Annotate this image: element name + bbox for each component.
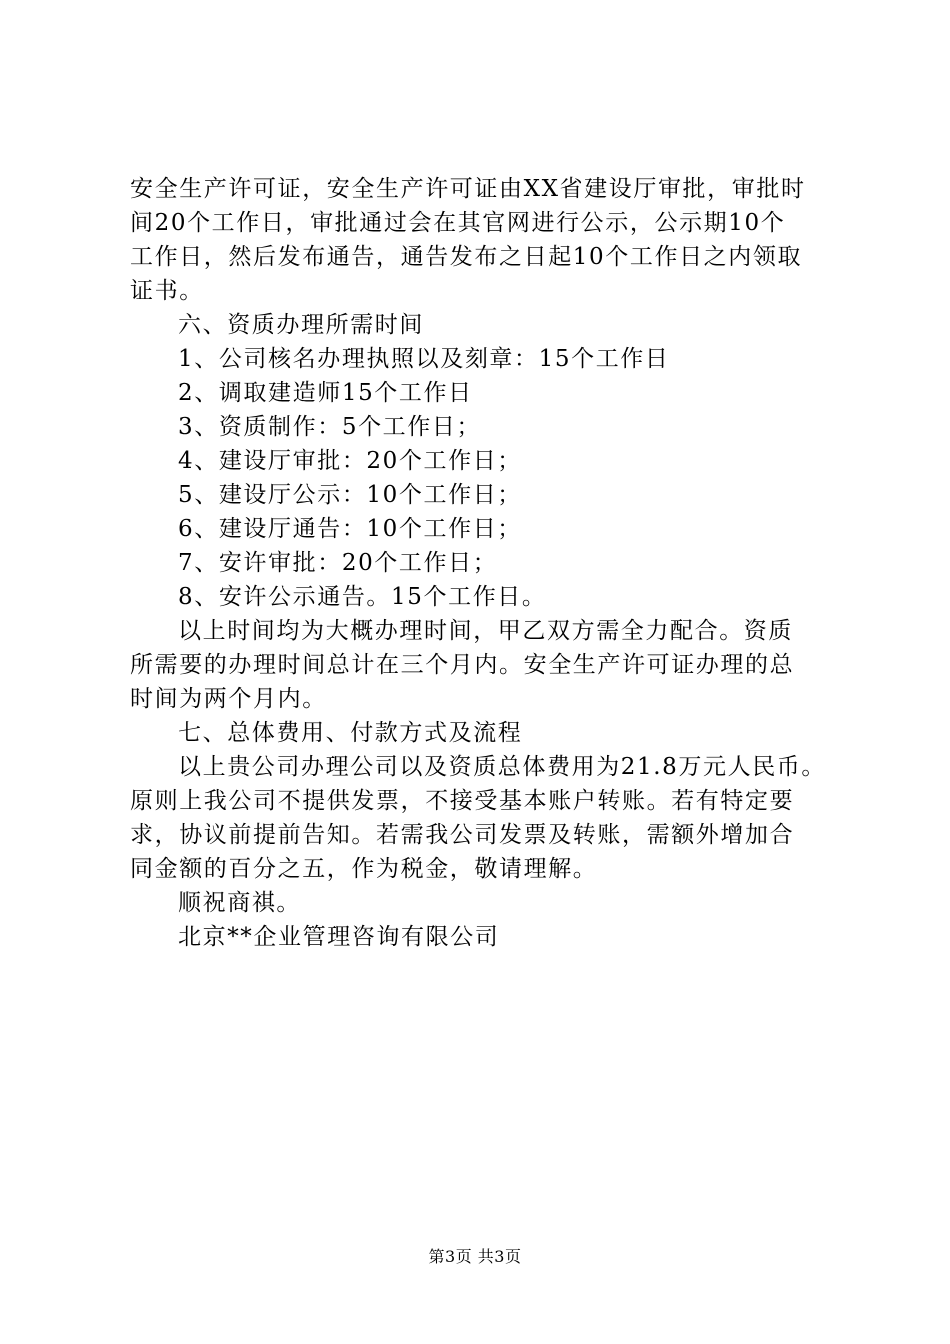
list-item: 8、安许公示通告。15个工作日。 bbox=[178, 584, 547, 610]
paragraph-line: 同金额的百分之五，作为税金，敬请理解。 bbox=[130, 856, 598, 882]
paragraph-line: 安全生产许可证，安全生产许可证由XX省建设厅审批，审批时 bbox=[130, 176, 806, 202]
paragraph-line: 所需要的办理时间总计在三个月内。安全生产许可证办理的总 bbox=[130, 652, 795, 678]
paragraph-line: 以上贵公司办理公司以及资质总体费用为21.8万元人民币。 bbox=[178, 754, 827, 780]
section-heading-6: 六、资质办理所需时间 bbox=[178, 312, 424, 338]
document-body bbox=[130, 172, 850, 954]
list-item: 3、资质制作：5个工作日； bbox=[178, 414, 482, 440]
company-signature: 北京**企业管理咨询有限公司 bbox=[178, 924, 500, 950]
list-item: 5、建设厅公示：10个工作日； bbox=[178, 482, 522, 508]
list-item: 4、建设厅审批：20个工作日； bbox=[178, 448, 522, 474]
paragraph-line: 间20个工作日，审批通过会在其官网进行公示，公示期10个 bbox=[130, 210, 786, 236]
paragraph-line: 原则上我公司不提供发票，不接受基本账户转账。若有特定要 bbox=[130, 788, 795, 814]
paragraph-line: 证书。 bbox=[130, 278, 204, 304]
paragraph-line: 求，协议前提前告知。若需我公司发票及转账，需额外增加合 bbox=[130, 822, 795, 848]
page-number: 第3页 共3页 bbox=[428, 1247, 522, 1266]
closing-line: 顺祝商祺。 bbox=[178, 890, 301, 916]
paragraph-line: 工作日，然后发布通告，通告发布之日起10个工作日之内领取 bbox=[130, 244, 803, 270]
section-heading-7: 七、总体费用、付款方式及流程 bbox=[178, 720, 523, 746]
list-item: 6、建设厅通告：10个工作日； bbox=[178, 516, 522, 542]
list-item: 7、安许审批：20个工作日； bbox=[178, 550, 498, 576]
list-item: 2、调取建造师15个工作日 bbox=[178, 380, 473, 406]
list-item: 1、公司核名办理执照以及刻章：15个工作日 bbox=[178, 346, 670, 372]
paragraph-line: 时间为两个月内。 bbox=[130, 686, 327, 712]
paragraph-line: 以上时间均为大概办理时间，甲乙双方需全力配合。资质 bbox=[178, 618, 793, 644]
